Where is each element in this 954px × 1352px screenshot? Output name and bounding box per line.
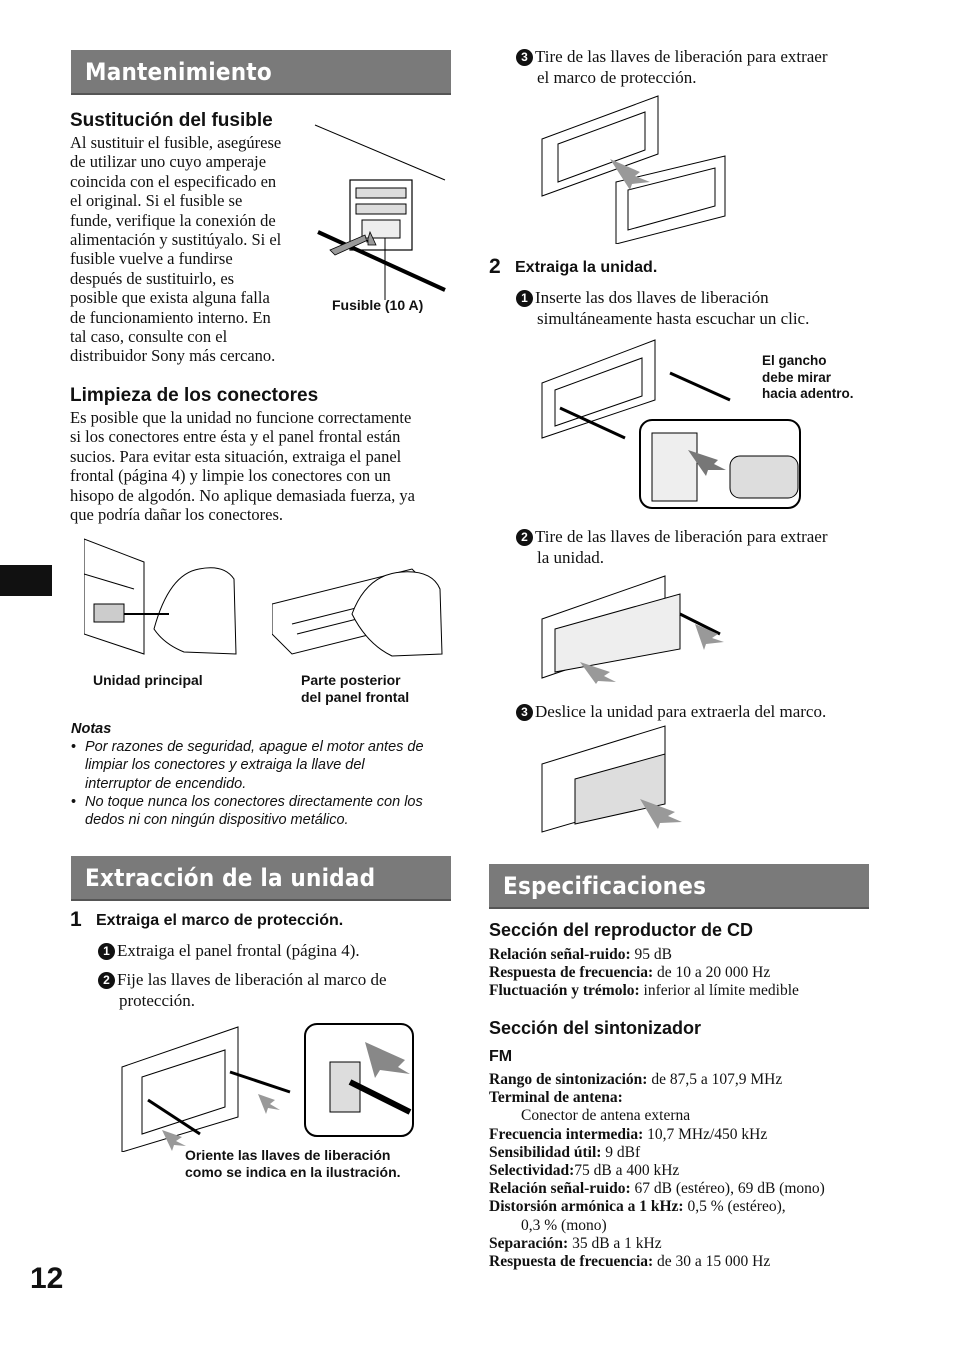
step2-sub2: 2 Tire de las llaves de liberación para extraer la unidad. — [516, 526, 828, 568]
connectors-text-line: que podría dañar los conectores. — [70, 505, 284, 525]
release-keys-frame-illustration — [120, 1022, 416, 1152]
spec-value: 67 dB (estéreo), 69 dB (mono) — [630, 1180, 825, 1198]
tuner-band: FM — [489, 1048, 513, 1065]
caption-front-panel-line2: del panel frontal — [301, 689, 410, 705]
caption-front-panel — [301, 672, 409, 706]
spec-value: 0,3 % (mono) — [521, 1216, 607, 1234]
spec-value: 0,5 % (estéreo), — [683, 1198, 786, 1216]
step2-number: 2 — [489, 255, 501, 278]
heading-fuse: Sustitución del fusible — [70, 110, 273, 131]
connectors-text-line: hisopo de algodón. No aplique demasiada fuerza, ya — [70, 485, 416, 505]
spec-label: Fluctuación y trémolo: — [489, 982, 640, 1000]
step2-label: Extraiga la unidad. — [515, 259, 658, 276]
cleaning-main-unit-illustration — [84, 534, 240, 658]
hook-label-line3: hacia adentro. — [762, 386, 854, 401]
spec-label: Distorsión armónica a 1 kHz: — [489, 1198, 684, 1216]
circled-number-2: 2 — [516, 529, 533, 546]
spec-row — [489, 946, 889, 964]
spec-label: Respuesta de frecuencia: — [489, 1253, 654, 1271]
caption-front-panel-line1: Parte posterior — [301, 672, 401, 688]
note-line: limpiar los conectores y extraiga la llave del — [85, 757, 365, 774]
spec-label: Respuesta de frecuencia: — [489, 964, 654, 982]
hook-label-line2: debe mirar — [762, 369, 832, 385]
spec-label: Selectividad: — [489, 1162, 575, 1180]
spec-value: 35 dB a 1 kHz — [568, 1234, 662, 1252]
spec-label: Rango de sintonización: — [489, 1071, 648, 1088]
spec-row — [489, 1126, 909, 1144]
spec-row — [489, 964, 889, 982]
fuse-text-line: posible que exista alguna falla — [70, 288, 270, 308]
note-line: dedos ni con ningún dispositivo metálico. — [85, 812, 349, 829]
fuse-text-line: tal caso, consulte con el — [70, 327, 228, 347]
connectors-text-line: si los conectores entre ésta y el panel frontal están — [70, 427, 401, 447]
fuse-text-line: funde, verifique la conexión de — [70, 210, 276, 230]
fuse-text-line: de funcionamiento interno. En — [70, 307, 271, 327]
spec-value: 9 dBf — [601, 1143, 641, 1161]
connectors-text-line: frontal (página 4) y limpie los conectores con un — [70, 466, 391, 486]
spec-row — [489, 1144, 909, 1162]
heading-cd-section: Sección del reproductor de CD — [489, 920, 754, 940]
note-line: No toque nunca los conectores directamente con los — [85, 793, 423, 810]
step2-sub3: 3 Deslice la unidad para extraerla del marco. — [516, 701, 826, 722]
fuse-text-line: Al sustituir el fusible, asegúrese — [70, 133, 282, 152]
connectors-text — [70, 408, 455, 524]
frame-pull-illustration — [540, 94, 730, 244]
notes-list — [71, 738, 456, 829]
spec-value: 75 dB a 400 kHz — [574, 1162, 680, 1180]
spec-row — [489, 1107, 909, 1125]
connectors-text-line: sucios. Para evitar esta situación, extraiga el panel — [70, 446, 402, 466]
circled-number-3: 3 — [516, 49, 533, 66]
step1-label: Extraiga el marco de protección. — [96, 912, 344, 929]
circled-number-1: 1 — [98, 943, 115, 960]
fuse-text-line: el original. Si el fusible se — [70, 191, 243, 211]
fuse-text-line: después de sustituirlo, es — [70, 268, 235, 288]
notes-title: Notas — [71, 721, 112, 737]
note-line: Por razones de seguridad, apague el motor antes de — [85, 739, 424, 755]
spec-label: Relación señal-ruido: — [489, 1180, 631, 1198]
fuse-label: Fusible (10 A) — [332, 297, 424, 313]
note-item — [71, 793, 456, 830]
hook-label — [762, 353, 854, 403]
spec-label: Terminal de antena: — [489, 1089, 623, 1107]
spec-row — [489, 1180, 909, 1198]
fuse-text-line: distribuidor Sony más cercano. — [70, 346, 276, 366]
spec-label: Frecuencia intermedia: — [489, 1125, 644, 1143]
spec-label: Sensibilidad útil: — [489, 1143, 602, 1161]
bullet: • — [71, 739, 77, 755]
section-banner-maintenance: Mantenimiento — [71, 50, 451, 95]
note-line: interruptor de encendido. — [85, 775, 247, 792]
fuse-illustration — [310, 120, 450, 310]
heading-connectors: Limpieza de los conectores — [70, 385, 319, 406]
bullet: • — [71, 793, 77, 810]
section-banner-removal: Extracción de la unidad — [71, 856, 451, 901]
spec-row — [489, 1162, 909, 1180]
spec-row — [489, 982, 889, 1000]
spec-value: Conector de antena externa — [521, 1107, 691, 1125]
step1-number: 1 — [70, 908, 82, 931]
chapter-tab — [0, 565, 52, 596]
spec-value: de 30 a 15 000 Hz — [653, 1253, 771, 1271]
spec-value: inferior al límite medible — [639, 982, 799, 1000]
pull-unit-illustration — [540, 574, 730, 684]
circled-number-1: 1 — [516, 290, 533, 307]
connectors-text-line: Es posible que la unidad no funcione correctamente — [70, 408, 412, 427]
spec-label: Separación: — [489, 1234, 569, 1252]
step1-figure-caption — [185, 1147, 401, 1181]
circled-number-3: 3 — [516, 704, 533, 721]
cd-spec-list — [489, 946, 889, 1001]
step1-sub2: 2 Fije las llaves de liberación al marco de protección. — [98, 969, 387, 1011]
fuse-text-line: de utilizar uno cuyo amperaje — [70, 152, 267, 172]
spec-value: de 10 a 20 000 Hz — [653, 964, 771, 982]
heading-tuner-section: Sección del sintonizador — [489, 1018, 702, 1038]
cleaning-front-panel-illustration — [272, 564, 444, 658]
step1-figure-caption-line1: Oriente las llaves de liberación — [185, 1147, 391, 1163]
spec-label: Relación señal-ruido: — [489, 946, 631, 963]
spec-value: 95 dB — [630, 946, 672, 963]
step1-sub1: 1 Extraiga el panel frontal (página 4). — [98, 940, 360, 961]
section-banner-specs: Especificaciones — [489, 864, 869, 909]
fuse-text-line: fusible vuelve a fundirse — [70, 249, 233, 269]
spec-row — [489, 1089, 909, 1107]
spec-row — [489, 1217, 909, 1235]
spec-value: de 87,5 a 107,9 MHz — [647, 1071, 783, 1088]
caption-main-unit: Unidad principal — [93, 672, 203, 688]
spec-row — [489, 1198, 909, 1216]
spec-row — [489, 1253, 909, 1271]
fuse-text-line: coincida con el especificado en — [70, 171, 277, 191]
fuse-text-line: alimentación y sustitúyalo. Si el — [70, 230, 282, 250]
step1-sub3: 3 Tire de las llaves de liberación para extraer el marco de protección. — [516, 46, 828, 88]
spec-value: 10,7 MHz/450 kHz — [643, 1125, 768, 1143]
circled-number-2: 2 — [98, 972, 115, 989]
slide-unit-illustration — [540, 724, 690, 834]
note-item — [71, 738, 456, 793]
spec-row — [489, 1235, 909, 1253]
fuse-text — [70, 133, 305, 366]
hook-label-line1: El gancho — [762, 353, 827, 368]
tuner-spec-list — [489, 1071, 909, 1271]
page-number: 12 — [30, 1262, 64, 1295]
spec-row — [489, 1071, 909, 1089]
step1-figure-caption-line2: como se indica en la ilustración. — [185, 1164, 401, 1180]
step2-sub1: 1 Inserte las dos llaves de liberación simultáneamente hasta escuchar un clic. — [516, 287, 809, 329]
